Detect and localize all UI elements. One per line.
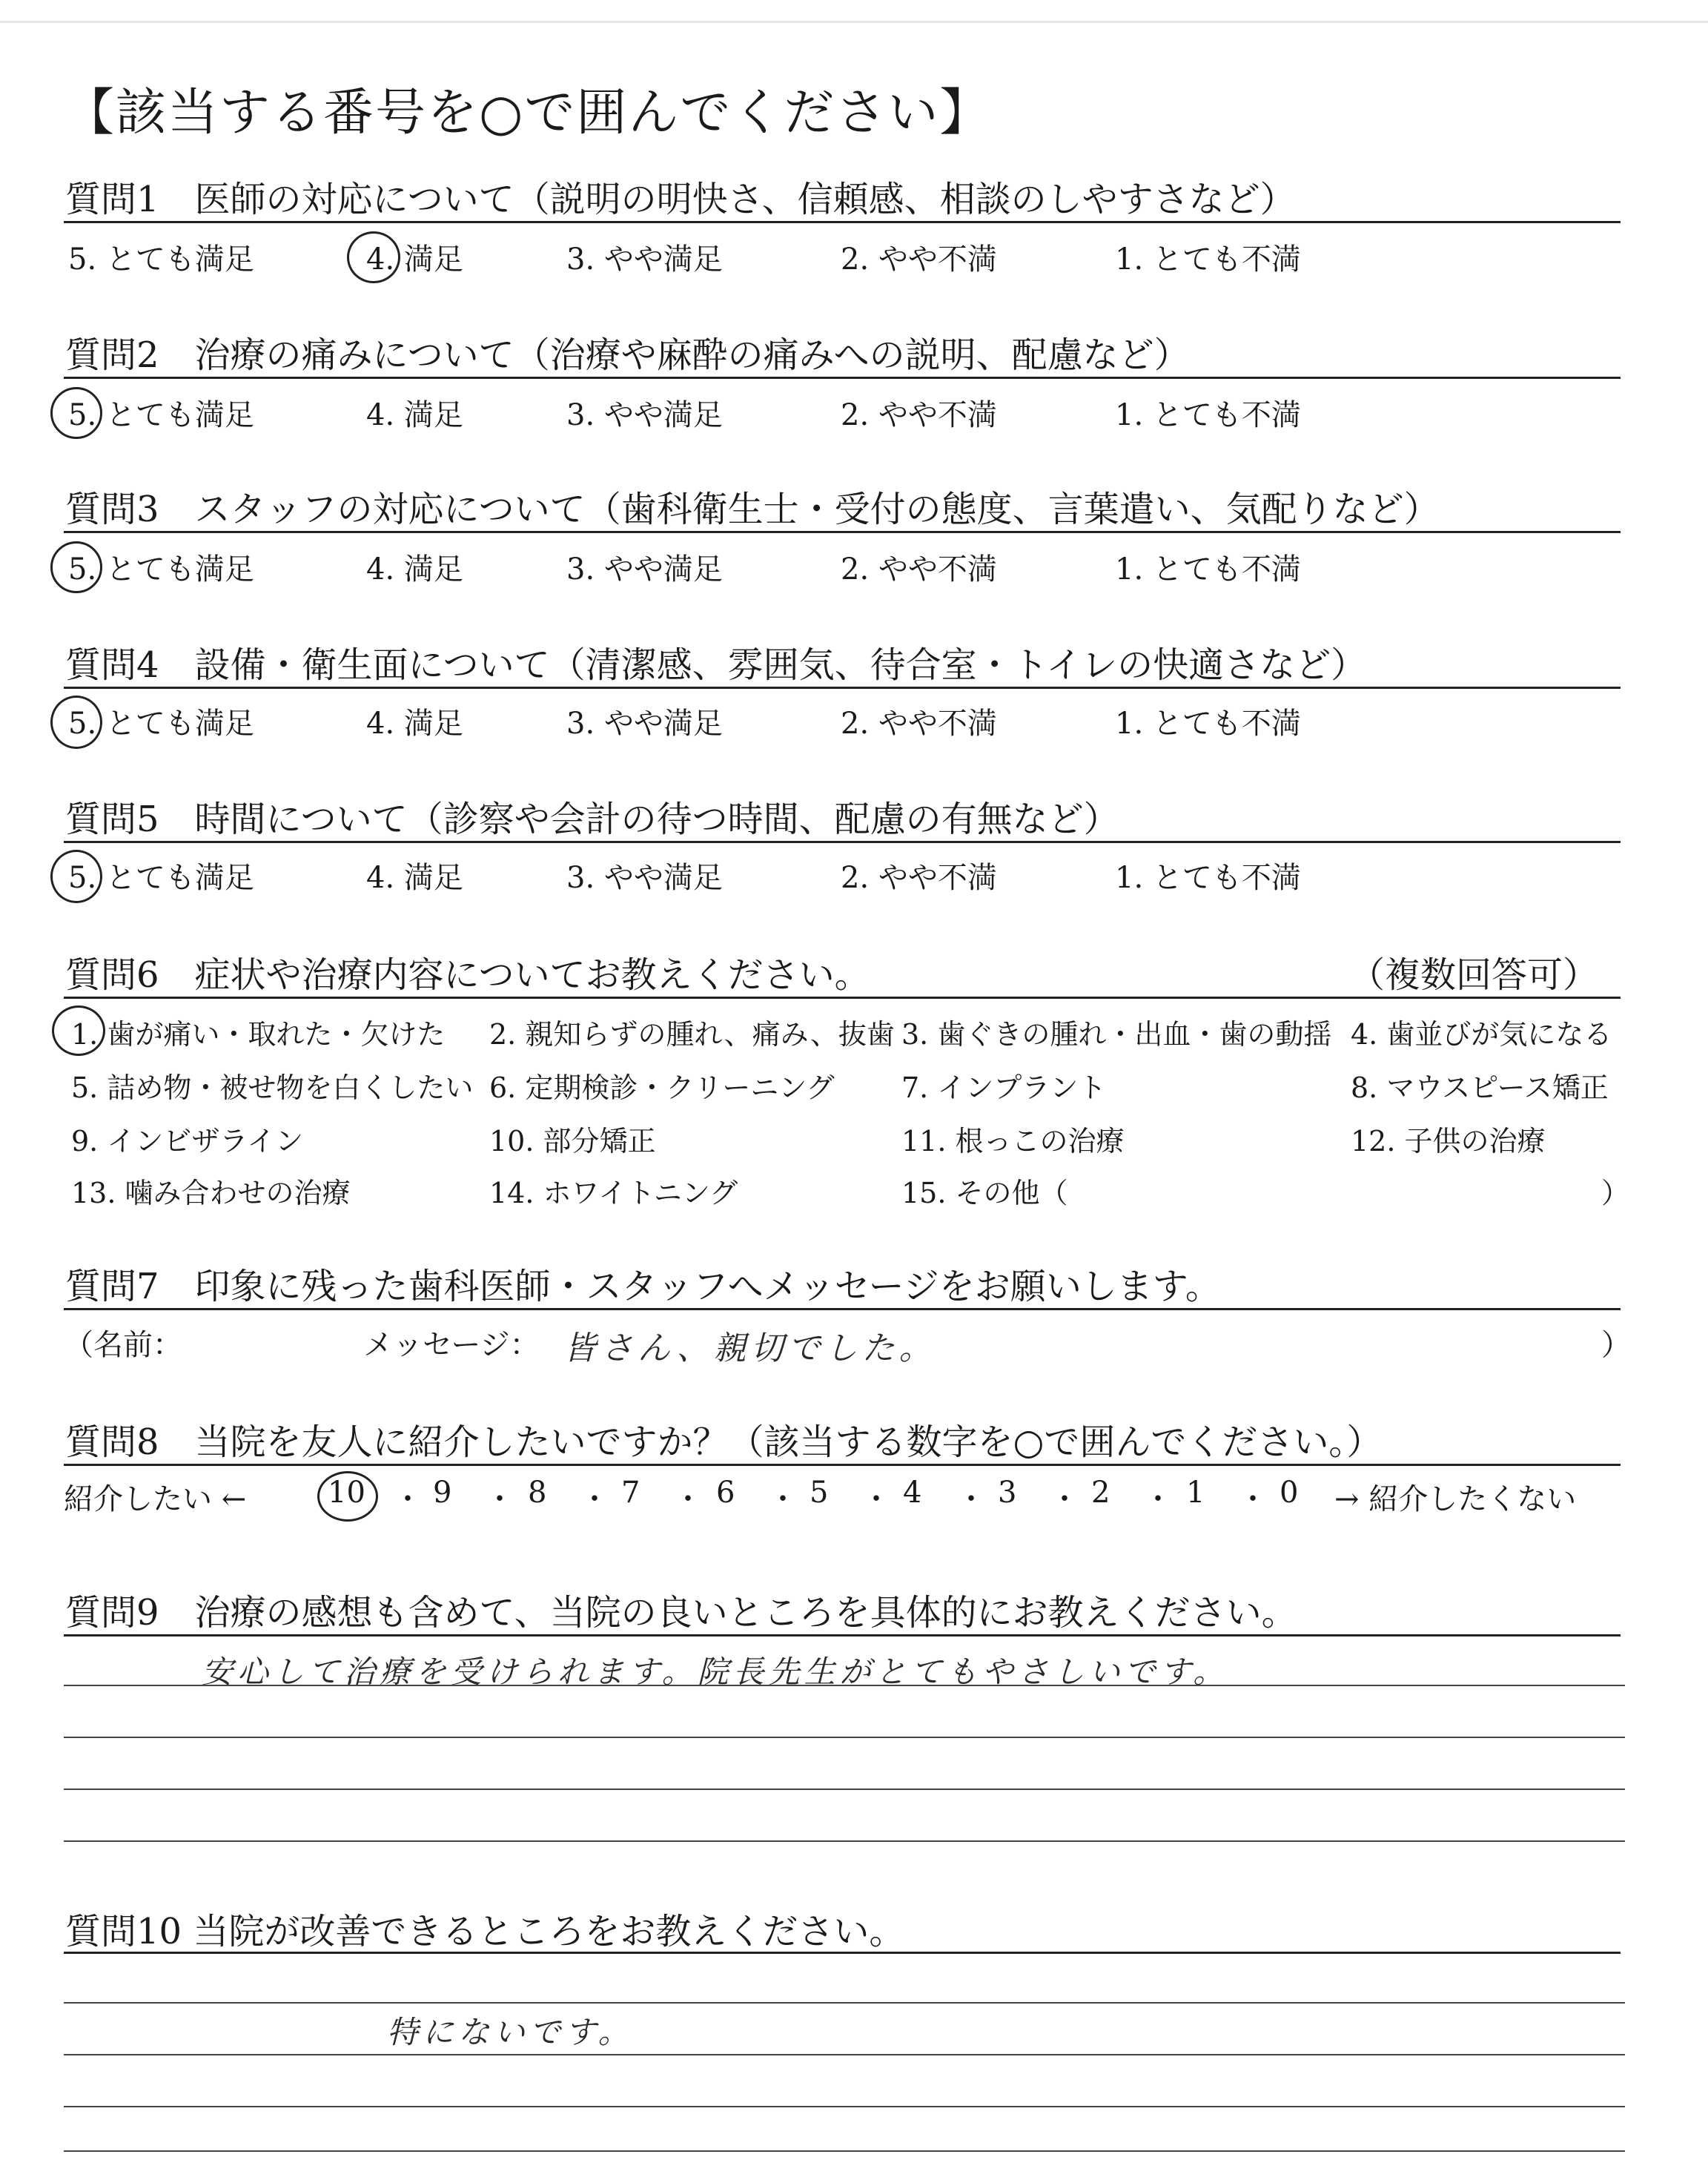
- q8-number-5[interactable]: 5: [810, 1476, 829, 1510]
- question-4-label: 質問4 設備・衛生面について（清潔感、雰囲気、待合室・トイレの快適さなど）: [65, 644, 1367, 686]
- q8-sep: ・: [580, 1482, 609, 1516]
- q1-option-2[interactable]: 2. やや不満: [841, 242, 997, 277]
- q3-option-3[interactable]: 3. やや満足: [566, 552, 723, 587]
- q7-message-label: メッセージ：: [363, 1328, 540, 1362]
- q6-option-6[interactable]: 6. 定期検診・クリーニング: [489, 1071, 835, 1104]
- divider: [64, 997, 1621, 999]
- q6-option-7[interactable]: 7. インプラント: [901, 1071, 1107, 1104]
- q6-option-1[interactable]: 1. 歯が痛い・取れた・欠けた: [71, 1018, 446, 1051]
- q6-option-10[interactable]: 10. 部分矯正: [489, 1125, 656, 1157]
- q7-message-handwritten: 皆さん、親切でした。: [563, 1330, 936, 1367]
- q6-option-15-close: ）: [1601, 1177, 1630, 1209]
- q4-option-1[interactable]: 1. とても不満: [1115, 707, 1301, 741]
- q8-sep: ・: [1143, 1482, 1173, 1516]
- q2-selection-circle: [50, 387, 102, 439]
- q1-option-5[interactable]: 5. とても満足: [68, 242, 254, 277]
- q2-option-1[interactable]: 1. とても不満: [1115, 398, 1301, 432]
- q3-option-2[interactable]: 2. やや不満: [841, 552, 997, 587]
- q6-selection-circle: [52, 1005, 105, 1056]
- writing-line: [64, 1789, 1625, 1790]
- q8-number-9[interactable]: 9: [433, 1476, 452, 1510]
- q1-option-1[interactable]: 1. とても不満: [1115, 242, 1301, 277]
- q6-option-4[interactable]: 4. 歯並びが気になる: [1351, 1018, 1612, 1051]
- q3-selection-circle: [50, 541, 102, 593]
- q6-option-15[interactable]: 15. その他（: [901, 1177, 1068, 1209]
- q6-option-9[interactable]: 9. インビザライン: [71, 1125, 304, 1157]
- q2-option-2[interactable]: 2. やや不満: [841, 398, 997, 432]
- question-7-label: 質問7 印象に残った歯科医師・スタッフへメッセージをお願いします。: [65, 1266, 1221, 1307]
- q8-sep: ・: [485, 1482, 514, 1516]
- q8-number-3[interactable]: 3: [998, 1476, 1017, 1510]
- q6-option-13[interactable]: 13. 噛み合わせの治療: [71, 1177, 351, 1209]
- writing-line: [64, 2106, 1625, 2107]
- question-10-label: 質問10 当院が改善できるところをお教えください。: [65, 1911, 905, 1952]
- question-1-label: 質問1 医師の対応について（説明の明快さ、信頼感、相談のしやすさなど）: [65, 179, 1296, 220]
- q6-option-11[interactable]: 11. 根っこの治療: [901, 1125, 1125, 1157]
- q5-option-5[interactable]: 5. とても満足: [68, 861, 254, 895]
- q6-option-5[interactable]: 5. 詰め物・被せ物を白くしたい: [71, 1071, 474, 1104]
- q5-option-4[interactable]: 4. 満足: [366, 861, 463, 895]
- q5-option-1[interactable]: 1. とても不満: [1115, 861, 1301, 895]
- q5-option-3[interactable]: 3. やや満足: [566, 861, 723, 895]
- divider: [64, 531, 1621, 533]
- writing-line: [64, 1737, 1625, 1738]
- divider: [64, 1308, 1621, 1310]
- q8-number-8[interactable]: 8: [528, 1476, 547, 1510]
- question-3-label: 質問3 スタッフの対応について（歯科衛生士・受付の態度、言葉遣い、気配りなど）: [65, 489, 1440, 530]
- divider: [64, 1952, 1621, 1954]
- writing-line: [64, 2002, 1625, 2004]
- q8-right-label: → 紹介したくない: [1334, 1482, 1577, 1516]
- writing-line: [64, 1685, 1625, 1686]
- q8-number-0[interactable]: 0: [1280, 1476, 1299, 1510]
- q8-number-7[interactable]: 7: [621, 1476, 640, 1510]
- q6-option-12[interactable]: 12. 子供の治療: [1351, 1125, 1546, 1157]
- q8-number-6[interactable]: 6: [716, 1476, 735, 1510]
- divider: [64, 1634, 1621, 1636]
- q8-sep: ・: [1238, 1482, 1268, 1516]
- q9-answer-handwritten: 安心して治療を受けられます。院長先生がとてもやさしいです。: [202, 1654, 1229, 1690]
- q4-option-2[interactable]: 2. やや不満: [841, 707, 997, 741]
- q2-option-5[interactable]: 5. とても満足: [68, 398, 254, 432]
- q8-number-1[interactable]: 1: [1186, 1476, 1205, 1510]
- q2-option-3[interactable]: 3. やや満足: [566, 398, 723, 432]
- divider: [64, 1464, 1621, 1466]
- q5-option-2[interactable]: 2. やや不満: [841, 861, 997, 895]
- divider: [64, 221, 1621, 223]
- question-9-label: 質問9 治療の感想も含めて、当院の良いところを具体的にお教えください。: [65, 1592, 1297, 1634]
- q1-selection-circle: [347, 231, 400, 283]
- q3-option-4[interactable]: 4. 満足: [366, 552, 463, 587]
- q6-option-8[interactable]: 8. マウスピース矯正: [1351, 1071, 1609, 1104]
- divider: [64, 687, 1621, 689]
- divider: [64, 841, 1621, 843]
- q8-sep: ・: [1050, 1482, 1079, 1516]
- writing-line: [64, 2150, 1625, 2152]
- question-6-label: 質問6 症状や治療内容についてお教えください。: [65, 954, 870, 996]
- q2-option-4[interactable]: 4. 満足: [366, 398, 463, 432]
- writing-line: [64, 1840, 1625, 1842]
- q8-sep: ・: [861, 1482, 891, 1516]
- question-5-label: 質問5 時間について（診察や会計の待つ時間、配慮の有無など）: [65, 799, 1119, 840]
- q8-number-2[interactable]: 2: [1091, 1476, 1110, 1510]
- scan-top-edge: [0, 21, 1708, 23]
- q6-option-2[interactable]: 2. 親知らずの腫れ、痛み、抜歯: [489, 1018, 895, 1051]
- divider: [64, 377, 1621, 379]
- form-title: 【該当する番号を○で囲んでください】: [64, 84, 992, 142]
- q3-option-1[interactable]: 1. とても不満: [1115, 552, 1301, 587]
- writing-line: [64, 2054, 1625, 2055]
- q8-number-4[interactable]: 4: [903, 1476, 922, 1510]
- q8-sep: ・: [768, 1482, 798, 1516]
- q10-answer-handwritten: 特にないです。: [387, 2014, 634, 2050]
- q4-option-5[interactable]: 5. とても満足: [68, 707, 254, 741]
- question-8-label: 質問8 当院を友人に紹介したいですか？（該当する数字を○で囲んでください。）: [65, 1421, 1383, 1463]
- q4-option-4[interactable]: 4. 満足: [366, 707, 463, 741]
- q8-sep: ・: [673, 1482, 703, 1516]
- q4-option-3[interactable]: 3. やや満足: [566, 707, 723, 741]
- q7-name-label: （名前：: [64, 1328, 182, 1362]
- question-2-label: 質問2 治療の痛みについて（治療や麻酔の痛みへの説明、配慮など）: [65, 334, 1190, 376]
- q8-sep: ・: [956, 1482, 986, 1516]
- q6-option-14[interactable]: 14. ホワイトニング: [489, 1177, 738, 1209]
- question-6-note: （複数回答可）: [1349, 954, 1599, 996]
- q3-option-5[interactable]: 5. とても満足: [68, 552, 254, 587]
- q8-left-label: 紹介したい ←: [64, 1482, 247, 1516]
- q8-sep: ・: [393, 1482, 423, 1516]
- q5-selection-circle: [50, 850, 102, 903]
- q4-selection-circle: [50, 696, 102, 749]
- q8-selection-circle: [317, 1471, 378, 1522]
- q8-number-10[interactable]: 10: [328, 1476, 365, 1510]
- q1-option-4[interactable]: 4. 満足: [366, 242, 463, 277]
- q1-option-3[interactable]: 3. やや満足: [566, 242, 723, 277]
- q7-close-paren: ）: [1601, 1328, 1631, 1362]
- q6-option-3[interactable]: 3. 歯ぐきの腫れ・出血・歯の動揺: [901, 1018, 1332, 1051]
